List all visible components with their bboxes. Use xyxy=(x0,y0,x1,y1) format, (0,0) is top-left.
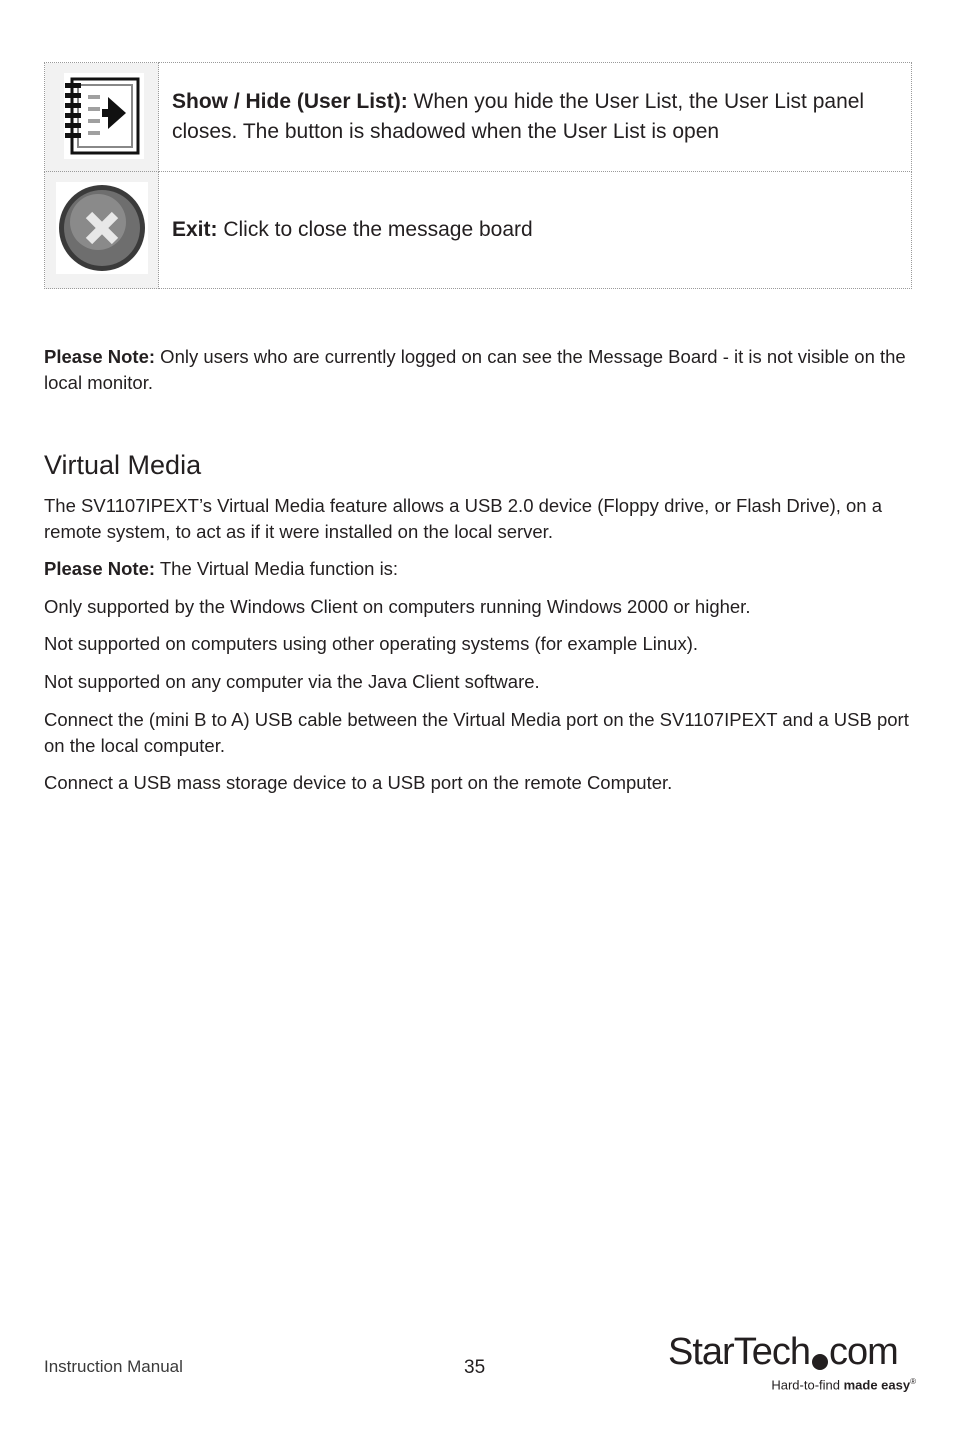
footer-label: Instruction Manual xyxy=(44,1357,183,1376)
note-label: Please Note: xyxy=(44,558,156,579)
icon-description xyxy=(159,63,912,172)
section-title: Virtual Media xyxy=(44,450,202,480)
icon-description-table xyxy=(44,62,912,289)
logo-text: com xyxy=(828,1331,898,1373)
note-text: The Virtual Media function is: xyxy=(155,558,399,579)
table-row xyxy=(45,172,912,289)
icon-cell xyxy=(45,172,159,289)
term-label: Exit: xyxy=(172,218,218,241)
paragraph: Not supported on computers using other operating systems (for example Linux). xyxy=(44,633,698,654)
note-text: Only users who are currently logged on can see the Message Board - it is not visible on the local monitor. xyxy=(44,346,906,393)
startech-logo xyxy=(668,1330,920,1400)
icon-cell xyxy=(45,63,159,172)
logo-tagline xyxy=(771,1377,916,1392)
show-hide-user-list-icon xyxy=(58,69,146,161)
term-label: Show / Hide (User List): xyxy=(172,90,408,113)
note-label: Please Note: xyxy=(44,346,156,367)
paragraph: Not supported on any computer via the Java Client software. xyxy=(44,671,540,692)
term-description: Click to close the message board xyxy=(217,218,533,241)
paragraph: Connect the (mini B to A) USB cable between the Virtual Media port on the SV1107IPEXT and a USB port on the local computer. xyxy=(44,709,909,756)
paragraph: Only supported by the Windows Client on computers running Windows 2000 or higher. xyxy=(44,596,751,617)
table-row xyxy=(45,63,912,172)
logo-wordmark xyxy=(668,1330,898,1374)
please-note-message-board xyxy=(44,344,916,396)
exit-icon xyxy=(56,182,148,274)
icon-description xyxy=(159,172,912,289)
tagline-emphasis: made easy xyxy=(843,1377,911,1393)
term-description: When you hide the User List, the User List panel closes. The button is shadowed when the User List is open xyxy=(172,90,865,143)
please-note-virtual-media xyxy=(44,556,916,582)
virtual-media-intro: The SV1107IPEXT’s Virtual Media feature allows a USB 2.0 device (Floppy drive, or Flash Drive), on a remote system, to act as if it were installed on the local server. xyxy=(44,495,883,542)
tagline-text: Hard-to-find xyxy=(771,1377,844,1393)
logo-text: StarTech xyxy=(668,1331,810,1373)
page-number: 35 xyxy=(464,1357,486,1378)
paragraph: Connect a USB mass storage device to a USB port on the remote Computer. xyxy=(44,772,673,793)
registered-mark: ® xyxy=(910,1377,916,1386)
logo-dot-icon xyxy=(812,1354,828,1370)
